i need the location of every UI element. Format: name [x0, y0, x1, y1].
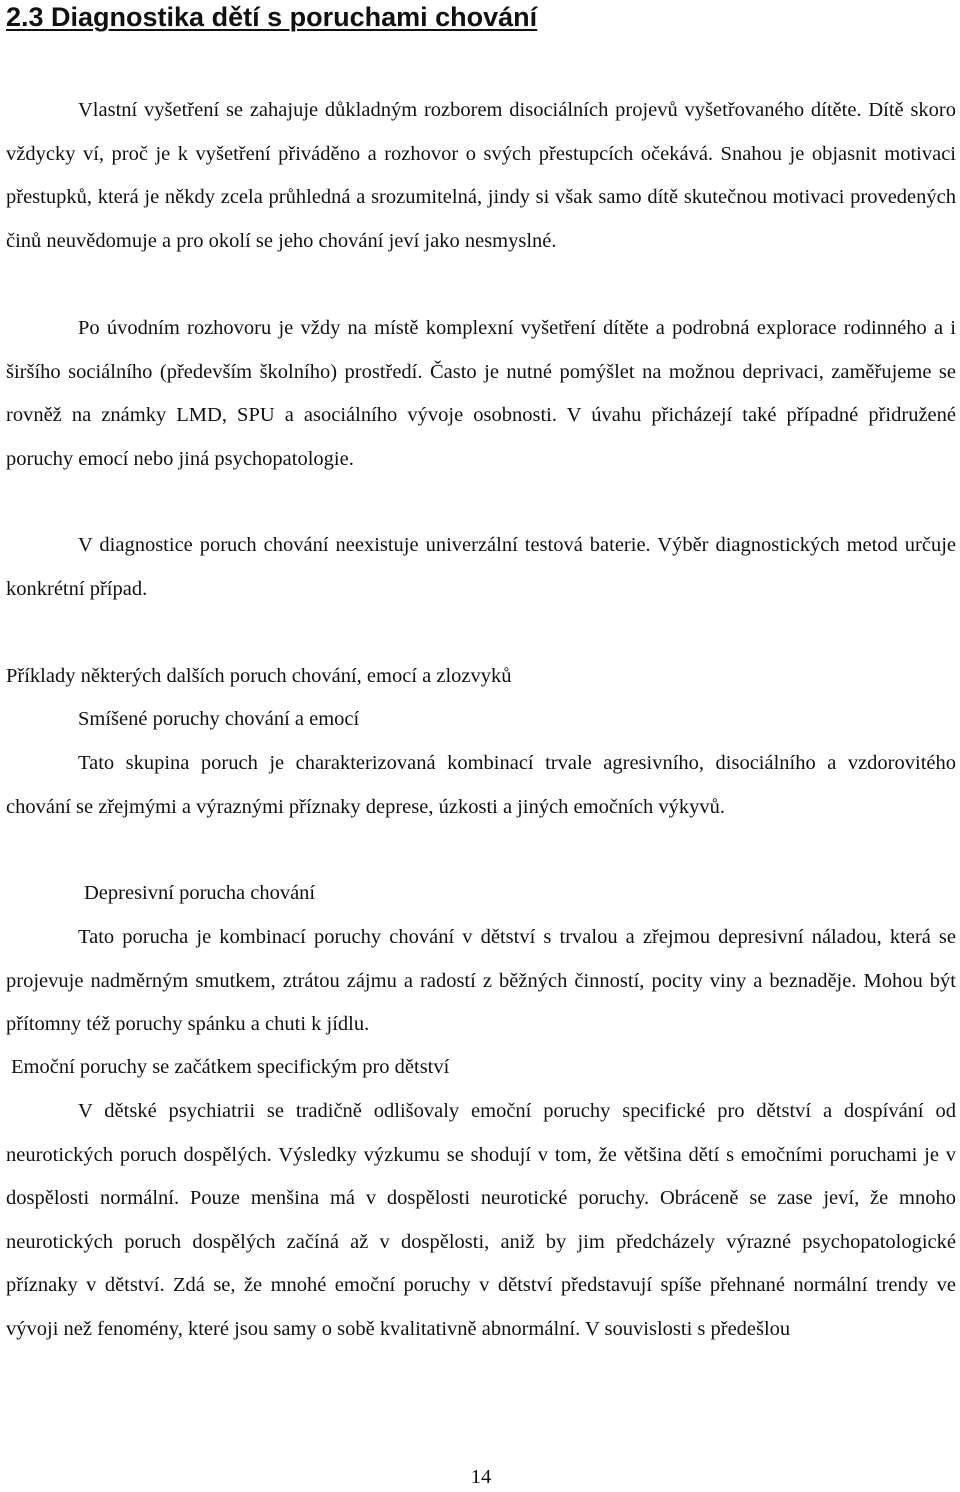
emotional-disorders-text: V dětské psychiatrii se tradičně odlišovaly emoční poruchy specifické pro dětství a dospívání od neurotických poruch dospělých. Výsledky výzkumu se shodují v tom, že většina dětí s emočními poruchami je v dospělosti normální. Pouze menšina má v dospělosti neurotické poruchy. Obráceně se zase jeví, že mnoho neurotických poruch dospělých začíná až v dospělosti, aniž by jim předcházely výrazné psychopatologické příznaky v dětství. Zdá se, že mnohé emoční poruchy v dětství představují spíše přehnané normální trendy ve vývoji než fenomény, které jsou samy o sobě kvalitativně abnormální. V souvislosti s předešlou	[6, 1100, 956, 1340]
mixed-disorders-text: Tato skupina poruch je charakterizovaná kombinací trvale agresivního, disociálního a vzdorovitého chování se zřejmými a výraznými příznaky deprese, úzkosti a jiných emočních výkyvů.	[6, 752, 956, 818]
examples-title: Příklady některých dalších poruch chování, emocí a zlozvyků	[6, 665, 512, 687]
depressive-disorder-title: Depresivní porucha chování	[84, 882, 316, 904]
paragraph-diagnostics-battery: V diagnostice poruch chování neexistuje univerzální testová baterie. Výběr diagnostických metod určuje konkrétní případ.	[6, 534, 956, 600]
page-number: 14	[470, 1466, 492, 1488]
section-heading: 2.3 Diagnostika dětí s poruchami chování	[6, 2, 538, 32]
document-page	[6, 0, 956, 1492]
paragraph-complex-examination: Po úvodním rozhovoru je vždy na místě komplexní vyšetření dítěte a podrobná explorace rodinného a i širšího sociálního (především školního) prostředí. Často je nutné pomýšlet na možnou deprivaci, zaměřujeme se rovněž na známky LMD, SPU a asociálního vývoje osobnosti. V úvahu přicházejí také případné přidružené poruchy emocí nebo jiná psychopatologie.	[6, 317, 956, 470]
depressive-disorder-text: Tato porucha je kombinací poruchy chování v dětství s trvalou a zřejmou depresivní náladou, která se projevuje nadměrným smutkem, ztrátou zájmu a radostí z běžných činností, pocity viny a beznaděje. Mohou být přítomny též poruchy spánku a chuti k jídlu.	[6, 926, 956, 1036]
paragraph-examination-intro: Vlastní vyšetření se zahajuje důkladným rozborem disociálních projevů vyšetřovaného dítěte. Dítě skoro vždycky ví, proč je k vyšetření přiváděno a rozhovor o svých přestupcích očekává. Snahou je objasnit motivaci přestupků, která je někdy zcela průhledná a srozumitelná, jindy si však samo dítě skutečnou motivaci provedených činů neuvědomuje a pro okolí se jeho chování jeví jako nesmyslné.	[6, 99, 956, 252]
mixed-disorders-title: Smíšené poruchy chování a emocí	[78, 708, 360, 730]
emotional-disorders-title: Emoční poruchy se začátkem specifickým pro dětství	[11, 1056, 450, 1078]
